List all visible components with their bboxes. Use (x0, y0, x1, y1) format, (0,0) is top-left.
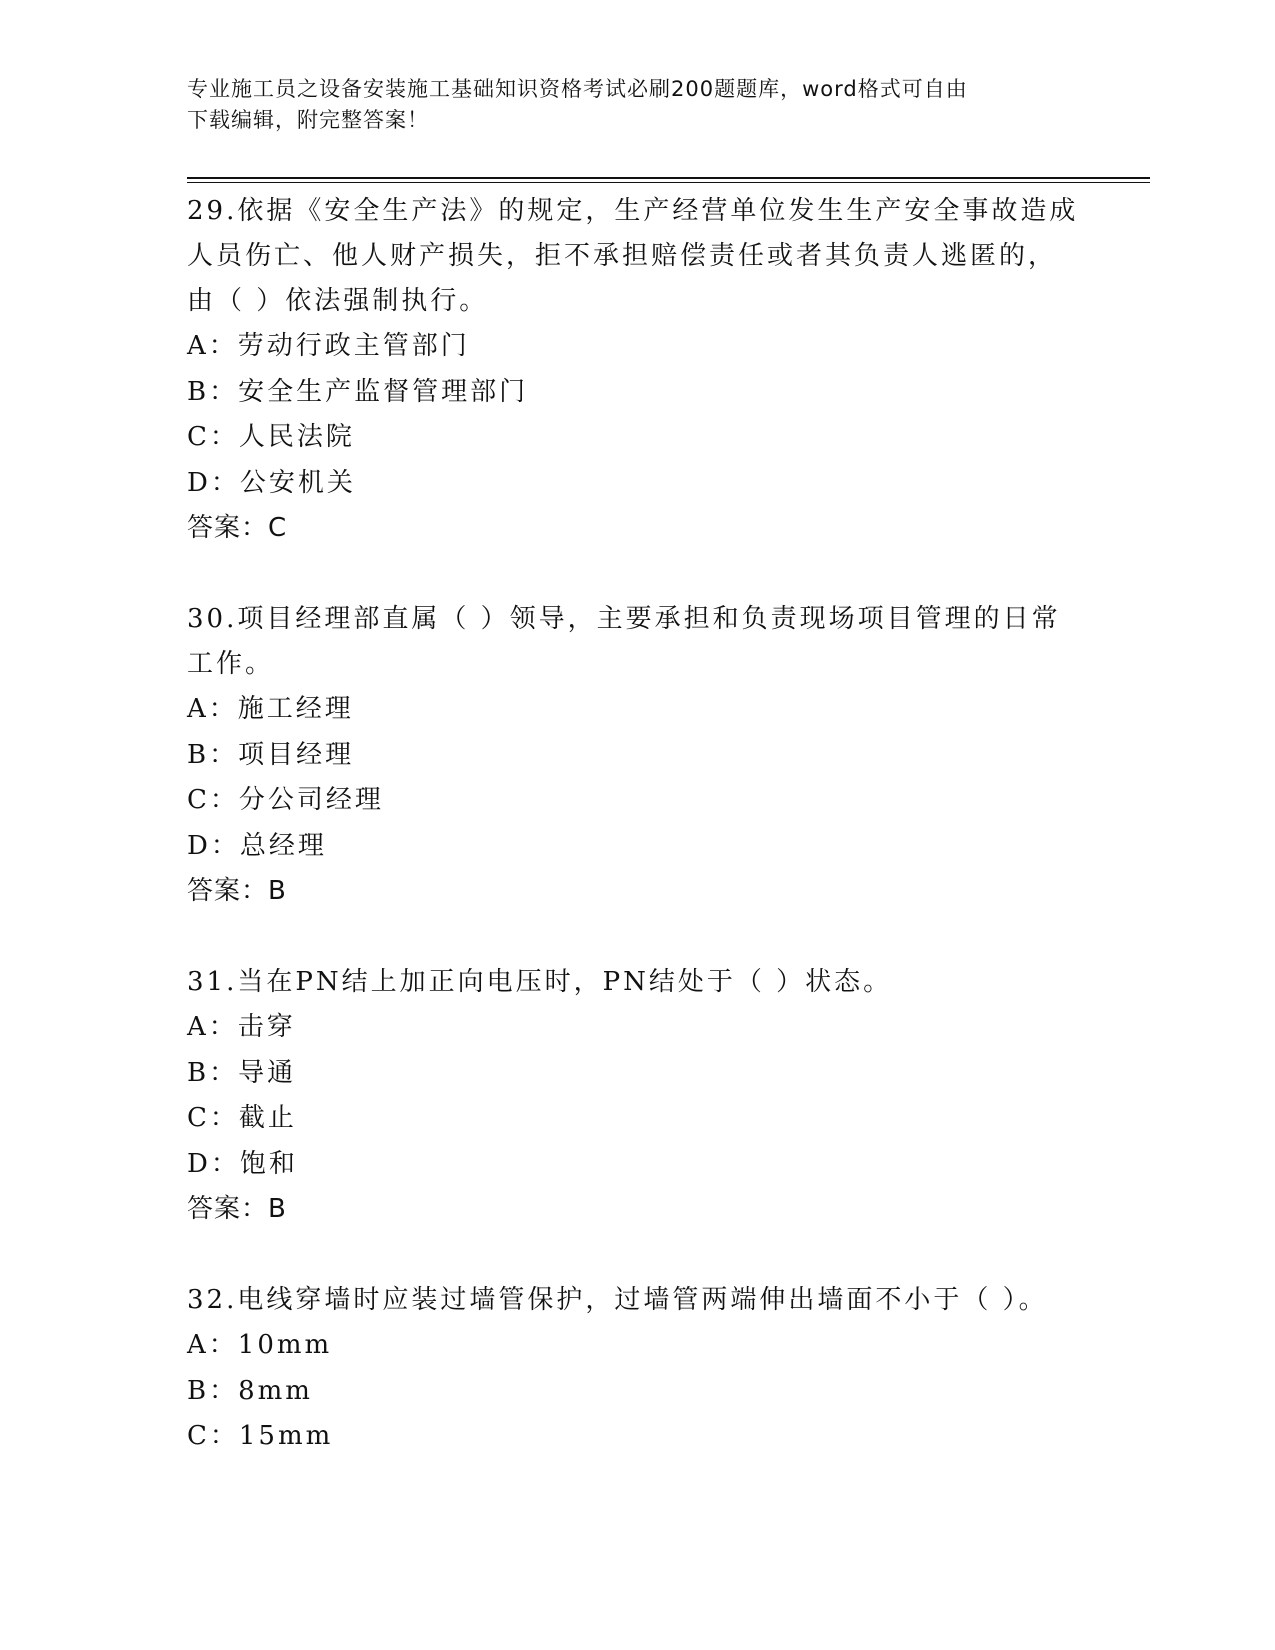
option-a: A：10mm (187, 1330, 333, 1360)
question-30 (187, 597, 1087, 914)
header-line-2: 下载编辑，附完整答案！ (187, 108, 429, 132)
option-c: C：分公司经理 (187, 785, 384, 815)
question-32 (187, 1278, 1087, 1460)
option-b: B：安全生产监督管理部门 (187, 376, 529, 407)
question-stem-line: 29.依据《安全生产法》的规定，生产经营单位发生生产安全事故造成 (187, 196, 1079, 226)
question-spacer (187, 914, 1087, 960)
question-29 (187, 189, 1087, 551)
answer-line: 答案：B (187, 1194, 287, 1224)
question-stem-line: 32.电线穿墙时应装过墙管保护，过墙管两端伸出墙面不小于（ ）。 (187, 1285, 1048, 1315)
question-stem-line: 人员伤亡、他人财产损失，拒不承担赔偿责任或者其负责人逃匿的， (187, 241, 1058, 271)
option-c: C：15mm (187, 1421, 334, 1451)
question-spacer (187, 1232, 1087, 1278)
question-stem-line: 31.当在PN结上加正向电压时，PN结处于（ ）状态。 (187, 967, 893, 997)
question-spacer (187, 551, 1087, 597)
header-divider-thin (187, 182, 1150, 183)
option-b: B：8mm (187, 1375, 313, 1406)
question-stem-line: 30.项目经理部直属（ ）领导，主要承担和负责现场项目管理的日常 (187, 604, 1061, 634)
answer-line: 答案：C (187, 513, 288, 543)
option-b: B：导通 (187, 1057, 297, 1088)
header-line-1: 专业施工员之设备安装施工基础知识资格考试必刷200题题库，word格式可自由 (187, 77, 968, 101)
question-31 (187, 960, 1087, 1232)
question-stem-line: 由（ ）依法强制执行。 (187, 286, 489, 316)
document-header (187, 74, 1067, 136)
option-a: A：劳动行政主管部门 (187, 331, 470, 361)
option-a: A：施工经理 (187, 694, 354, 724)
question-list (187, 189, 1087, 1460)
question-stem-line: 工作。 (187, 649, 275, 679)
option-d: D：总经理 (187, 830, 327, 861)
option-d: D：饱和 (187, 1148, 298, 1179)
option-d: D：公安机关 (187, 467, 356, 498)
answer-line: 答案：B (187, 876, 287, 906)
option-c: C：人民法院 (187, 422, 355, 452)
option-a: A：击穿 (187, 1012, 296, 1042)
header-divider-thick (187, 177, 1150, 179)
option-c: C：截止 (187, 1103, 297, 1133)
option-b: B：项目经理 (187, 739, 355, 770)
